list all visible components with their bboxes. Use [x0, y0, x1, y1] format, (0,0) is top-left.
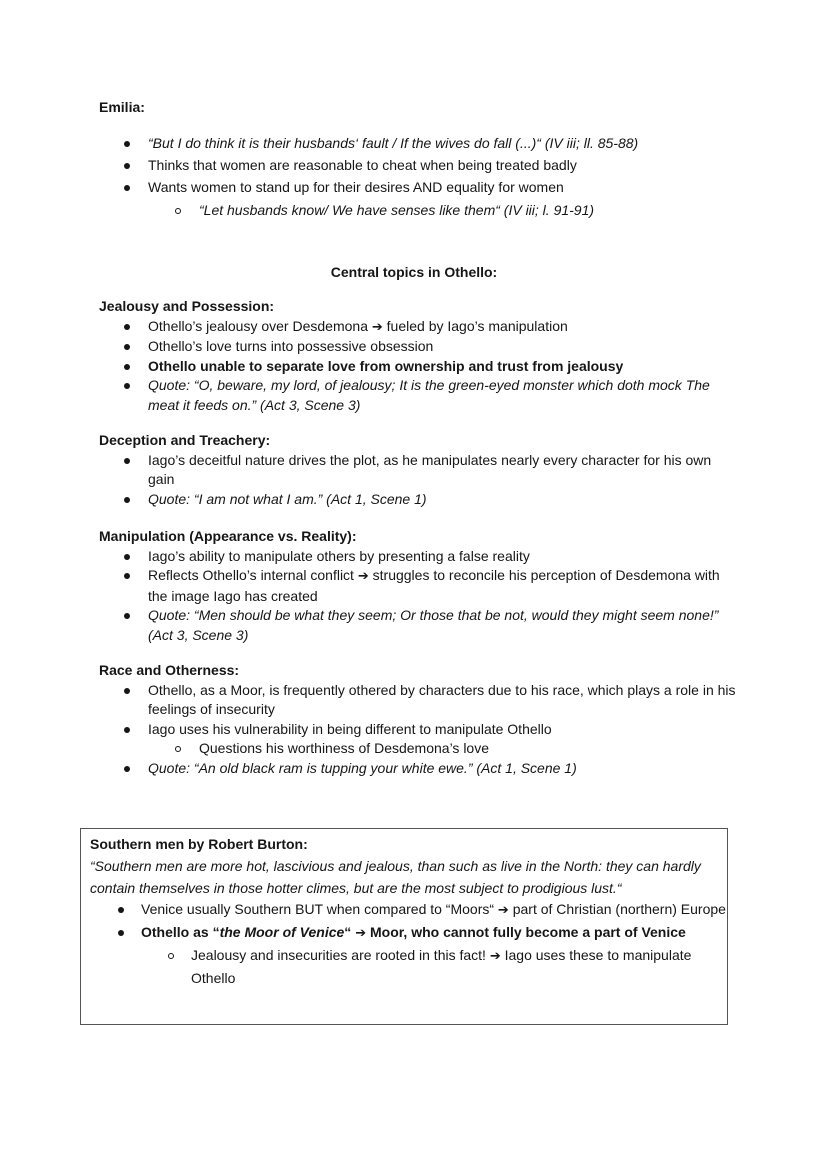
list-item: Wants women to stand up for their desires AND equality for women: [99, 176, 739, 198]
manipulation-section: [99, 527, 739, 646]
arrow-icon: ➔: [497, 903, 509, 919]
section-heading: Manipulation (Appearance vs. Reality):: [99, 528, 357, 544]
list-item: Quote: “Men should be what they seem; Or those that be not, would they might seem none!” (Act 3, Scene 3): [99, 606, 739, 645]
sub-list-item: “Let husbands know/ We have senses like them“ (IV iii; l. 91-91): [99, 199, 739, 221]
list-item: Iago uses his vulnerability in being different to manipulate Othello: [99, 720, 739, 740]
item-text: Venice usually Southern BUT when compared to “Moors“: [141, 901, 498, 918]
box-heading: Southern men by Robert Burton:: [90, 836, 308, 852]
list-item: Othello’s love turns into possessive obsession: [99, 337, 739, 357]
list-item: Thinks that women are reasonable to cheat when being treated badly: [99, 154, 739, 176]
item-text: struggles to reconcile his perception of Desdemona with the image Iago has created: [148, 567, 720, 604]
sub-list-item: [90, 945, 727, 990]
emilia-heading: Emilia:: [99, 99, 145, 115]
arrow-icon: ➔: [371, 319, 383, 335]
list-item: Quote: “An old black ram is tupping your white ewe.” (Act 1, Scene 1): [99, 759, 739, 779]
list-item: [99, 566, 739, 606]
list-item: Othello unable to separate love from ownership and trust from jealousy: [99, 357, 739, 377]
item-text: Iago uses these to manipulate Othello: [191, 946, 692, 986]
sub-list-item: Questions his worthiness of Desdemona’s love: [99, 739, 739, 759]
list-item: [90, 922, 727, 945]
section-heading: Race and Otherness:: [99, 662, 240, 678]
list-item: [99, 317, 739, 338]
burton-box: [80, 828, 728, 1025]
race-section: [99, 661, 739, 779]
item-text: Othello’s jealousy over Desdemona: [148, 317, 372, 334]
list-item: Iago’s deceitful nature drives the plot, as he manipulates nearly every character for his own gain: [99, 451, 739, 490]
item-text: part of Christian (northern) Europe: [512, 901, 726, 918]
item-text: Othello as “: [141, 924, 220, 941]
arrow-icon: ➔: [357, 569, 369, 585]
section-heading: Deception and Treachery:: [99, 432, 271, 448]
item-text: the Moor of Venice: [219, 924, 345, 941]
item-text: Jealousy and insecurities are rooted in this fact!: [191, 946, 490, 963]
item-text: Reflects Othello’s internal conflict: [148, 567, 358, 584]
list-item: Quote: “I am not what I am.” (Act 1, Scene 1): [99, 490, 739, 510]
list-item: Quote: “O, beware, my lord, of jealousy; It is the green-eyed monster which doth mock The meat it feeds on.” (Act 3, Scene 3): [99, 376, 739, 415]
section-heading: Jealousy and Possession:: [99, 298, 275, 314]
item-text: fueled by Iago’s manipulation: [386, 317, 568, 334]
jealousy-section: [99, 297, 739, 416]
item-text: “: [344, 924, 356, 941]
list-item: Iago’s ability to manipulate others by presenting a false reality: [99, 547, 739, 567]
burton-quote: “Southern men are more hot, lascivious and jealous, than such as live in the North: they can hardly contain themselves in those hotter climes, but are the most subject to prodigious lust.“: [90, 857, 701, 896]
item-text: Moor, who cannot fully become a part of Venice: [369, 924, 686, 941]
list-item: “But I do think it is their husbands‘ fault / If the wives do fall (...)“ (IV iii; ll. 85-88): [99, 132, 739, 154]
arrow-icon: ➔: [355, 926, 367, 942]
list-item: [90, 899, 727, 922]
list-item: Othello, as a Moor, is frequently othered by characters due to his race, which plays a role in his feelings of insecurity: [99, 681, 739, 720]
deception-section: [99, 431, 739, 509]
arrow-icon: ➔: [489, 948, 501, 964]
emilia-section: [99, 98, 739, 221]
page-title: Central topics in Othello:: [330, 264, 498, 280]
